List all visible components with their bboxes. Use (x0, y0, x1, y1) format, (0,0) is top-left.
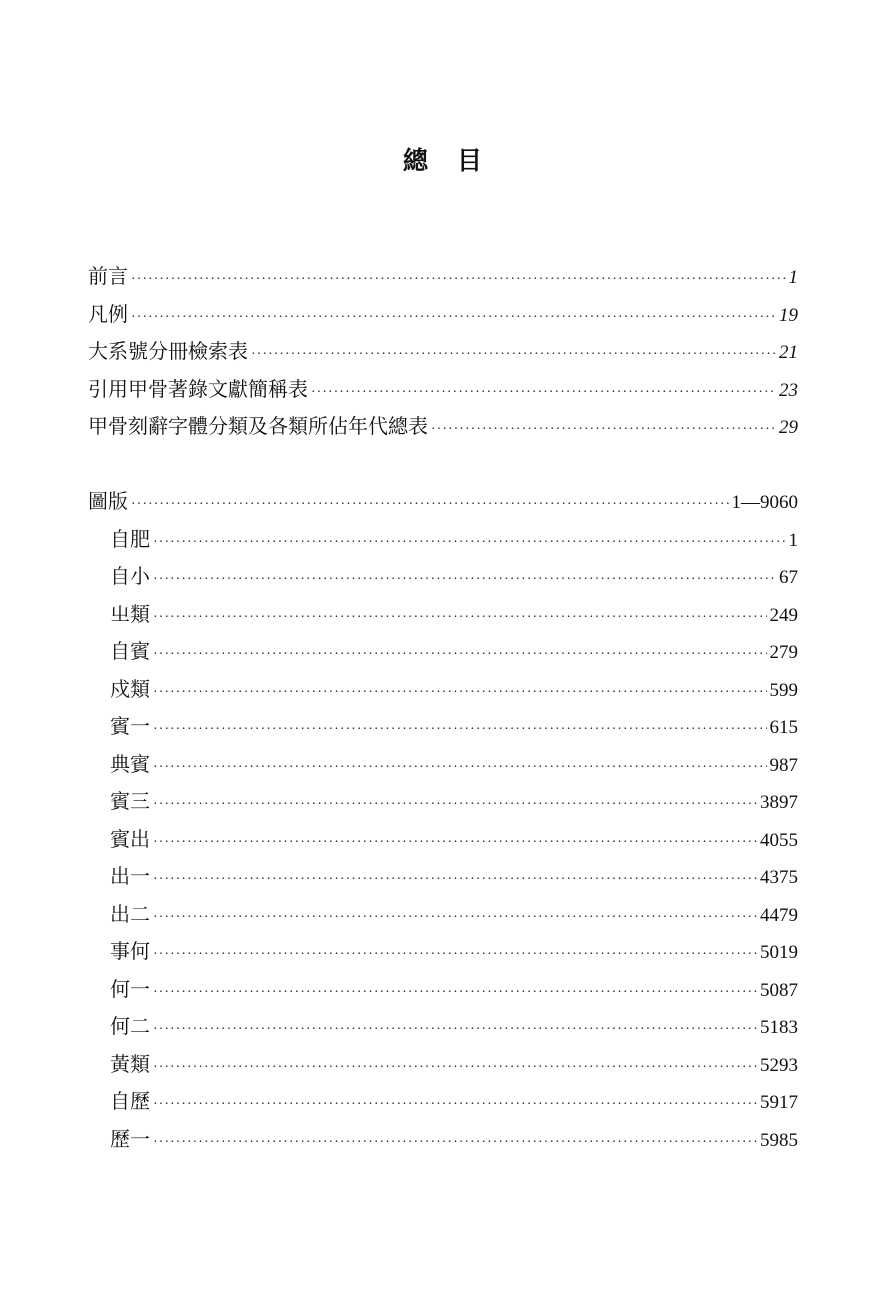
dot-leader (153, 861, 757, 899)
toc-subentry[interactable] (88, 521, 798, 559)
dot-leader (153, 974, 757, 1012)
dot-leader (153, 1124, 757, 1162)
toc-entry-label: 何二 (110, 1014, 150, 1038)
toc-entry-page: 4375 (760, 867, 798, 888)
toc-entry-label: 凡例 (88, 301, 128, 326)
toc-entry-page: 4055 (760, 829, 798, 851)
toc-entry-page: 5183 (760, 1017, 798, 1038)
dot-leader (153, 711, 767, 749)
toc-subentry[interactable] (88, 708, 798, 746)
toc-entry-page: 279 (769, 642, 798, 663)
toc-section-heading[interactable] (88, 483, 798, 521)
toc-entry-page: 4479 (760, 904, 798, 926)
front-matter-toc (88, 258, 798, 446)
dot-leader (153, 599, 767, 637)
toc-entry-label: 自賓 (110, 639, 150, 663)
toc-entry-label: 賓一 (110, 714, 150, 738)
toc-entry-label: 黃類 (110, 1051, 150, 1076)
toc-entry[interactable] (88, 296, 798, 334)
toc-entry[interactable] (88, 258, 798, 296)
toc-entry-page: 1 (788, 529, 798, 551)
toc-subentry[interactable] (88, 1008, 798, 1046)
toc-entry-page: 249 (769, 604, 798, 626)
toc-entry-label: 出二 (110, 901, 150, 926)
toc-subentry[interactable] (88, 746, 798, 784)
dot-leader (431, 411, 776, 449)
toc-entry-page: 5087 (760, 979, 798, 1001)
toc-entry-label: 出一 (110, 864, 150, 888)
dot-leader (153, 749, 767, 787)
toc-subentry[interactable] (88, 671, 798, 709)
toc-entry-label: 自肥 (110, 526, 150, 551)
toc-entry-page: 615 (769, 717, 798, 738)
page-title: 總 目 (402, 146, 484, 175)
dot-leader (153, 1049, 757, 1087)
toc-entry-page: 29 (779, 417, 798, 438)
toc-subentry[interactable] (88, 1083, 798, 1121)
toc-entry-label: 㞢類 (110, 601, 150, 626)
toc-entry-page: 5985 (760, 1129, 798, 1151)
toc-entry-label: 典賓 (110, 751, 150, 776)
toc-entry-label: 歷一 (110, 1126, 150, 1151)
dot-leader (131, 261, 786, 299)
toc-entry-page: 67 (779, 567, 798, 588)
dot-leader (153, 1011, 757, 1049)
toc-entry-page: 599 (769, 679, 798, 701)
toc-entry[interactable] (88, 371, 798, 409)
toc-entry-label: 自小 (110, 564, 150, 588)
toc-entry-page: 19 (779, 304, 798, 326)
toc-entry-label: 前言 (88, 264, 128, 288)
toc-subentry[interactable] (88, 933, 798, 971)
dot-leader (153, 674, 767, 712)
toc-entry-page: 23 (779, 379, 798, 401)
dot-leader (153, 786, 757, 824)
toc-subentry[interactable] (88, 896, 798, 934)
toc-entry-page: 5293 (760, 1054, 798, 1076)
dot-leader (131, 486, 729, 524)
toc-entry-page: 5917 (760, 1092, 798, 1113)
toc-entry-page: 1—9060 (731, 492, 798, 513)
dot-leader (153, 936, 757, 974)
toc-entry-label: 圖版 (88, 489, 128, 513)
dot-leader (131, 299, 776, 337)
toc-subentry[interactable] (88, 821, 798, 859)
dot-leader (153, 524, 786, 562)
toc-entry[interactable] (88, 408, 798, 446)
toc-subentry[interactable] (88, 596, 798, 634)
dot-leader (311, 374, 776, 412)
toc-entry-label: 賓出 (110, 826, 150, 851)
toc-entry[interactable] (88, 333, 798, 371)
plates-toc (88, 483, 798, 1158)
toc-subentry[interactable] (88, 633, 798, 671)
dot-leader (153, 636, 767, 674)
toc-subentry[interactable] (88, 858, 798, 896)
dot-leader (251, 336, 776, 374)
toc-subentry[interactable] (88, 558, 798, 596)
toc-subentry[interactable] (88, 1046, 798, 1084)
toc-subentry[interactable] (88, 1121, 798, 1159)
toc-entry-label: 大系號分冊檢索表 (88, 339, 248, 363)
toc-entry-page: 1 (788, 267, 798, 288)
toc-entry-page: 987 (769, 754, 798, 776)
toc-entry-page: 21 (779, 342, 798, 363)
toc-entry-label: 引用甲骨著錄文獻簡稱表 (88, 376, 308, 401)
toc-entry-label: 甲骨刻辭字體分類及各類所佔年代總表 (88, 414, 428, 438)
dot-leader (153, 561, 776, 599)
dot-leader (153, 899, 757, 937)
toc-entry-label: 事何 (110, 939, 150, 963)
toc-entry-label: 戍類 (110, 676, 150, 701)
toc-subentry[interactable] (88, 783, 798, 821)
toc-entry-page: 3897 (760, 792, 798, 813)
toc-entry-label: 自歷 (110, 1089, 150, 1113)
toc-entry-label: 何一 (110, 976, 150, 1001)
toc-entry-label: 賓三 (110, 789, 150, 813)
toc-subentry[interactable] (88, 971, 798, 1009)
dot-leader (153, 1086, 757, 1124)
dot-leader (153, 824, 757, 862)
toc-entry-page: 5019 (760, 942, 798, 963)
